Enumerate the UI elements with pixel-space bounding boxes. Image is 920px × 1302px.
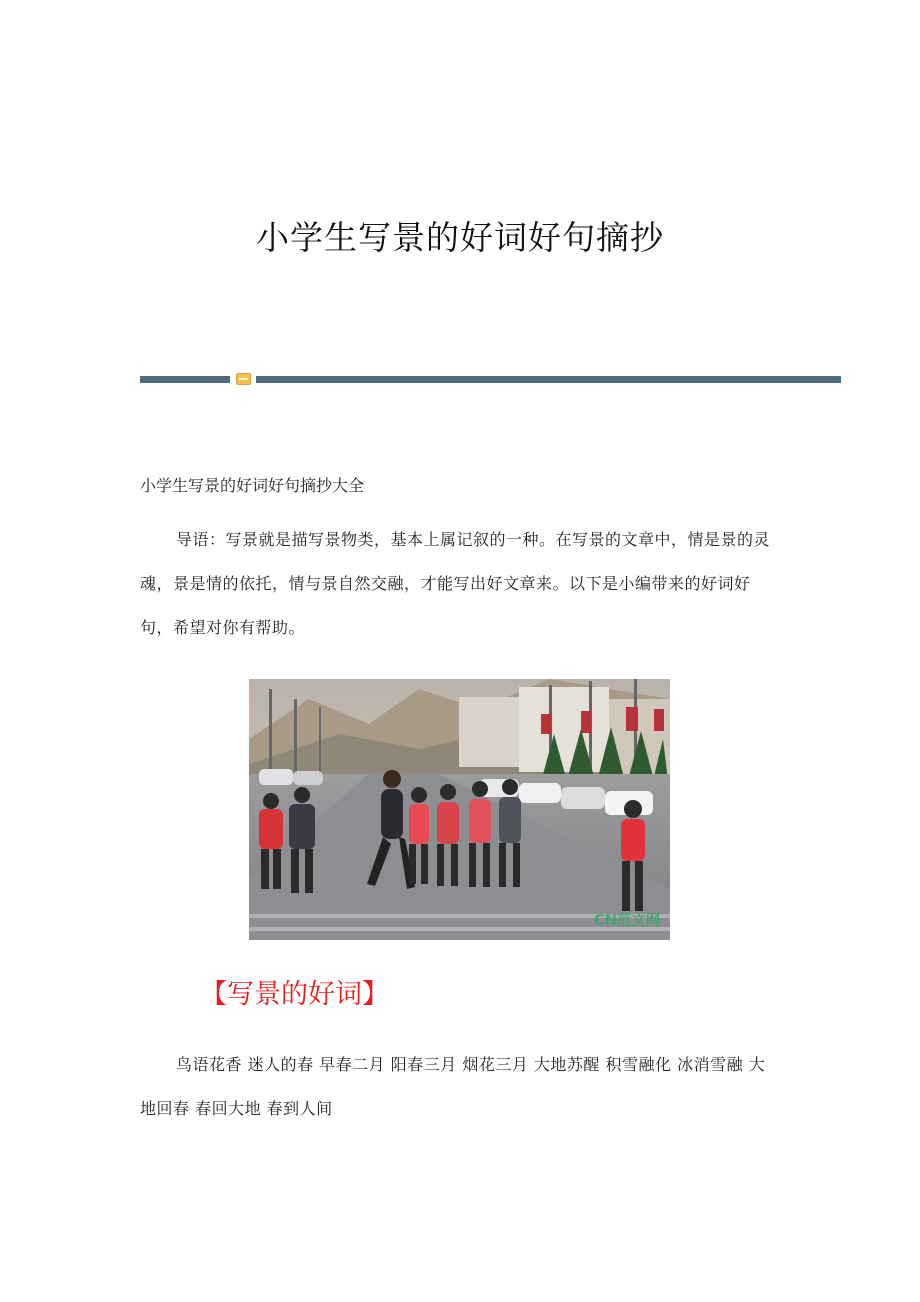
divider-right-bar xyxy=(256,376,841,383)
divider-left-bar xyxy=(140,376,230,383)
image-watermark: CN范文网 xyxy=(593,911,660,929)
good-words-paragraph: 鸟语花香 迷人的春 早春二月 阳春三月 烟花三月 大地苏醒 积雪融化 冰消雪融 大地回春 春回大地 春到人间 xyxy=(140,1055,766,1118)
page-title: 小学生写景的好词好句摘抄 xyxy=(256,218,664,257)
street-crossing-photo xyxy=(249,679,670,940)
document-subtitle: 小学生写景的好词好句摘抄大全 xyxy=(140,476,365,495)
intro-paragraph: 导语：写景就是描写景物类，基本上属记叙的一种。在写景的文章中，情是景的灵魂，景是情的依托，情与景自然交融，才能写出好文章来。以下是小编带来的好词好句，希望对你有帮助。 xyxy=(140,530,771,637)
divider-document-icon xyxy=(236,373,251,385)
section-heading: 【写景的好词】 xyxy=(200,979,389,1010)
photo-illustration xyxy=(249,679,670,940)
title-divider xyxy=(140,373,841,385)
